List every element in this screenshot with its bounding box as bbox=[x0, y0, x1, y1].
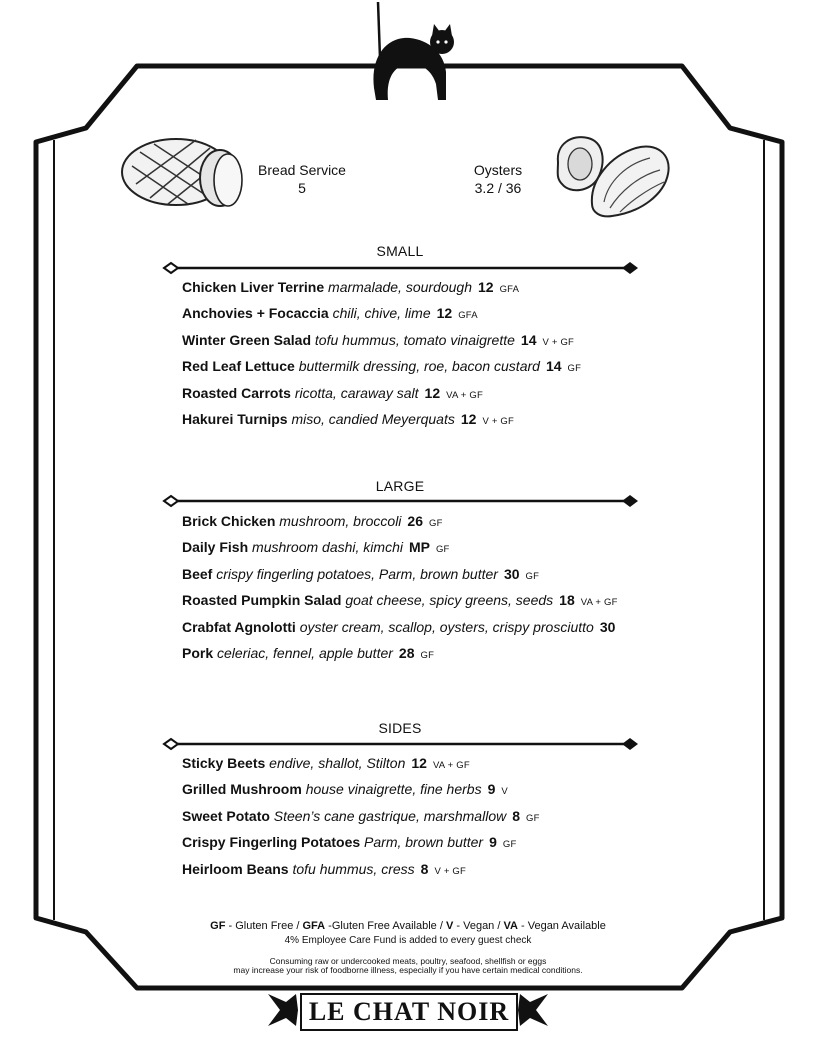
menu-item-price: 8 bbox=[420, 860, 429, 877]
menu-item bbox=[182, 384, 483, 405]
menu-item-price: 14 bbox=[545, 358, 562, 375]
oyster-icon bbox=[550, 132, 674, 218]
menu-item-price: 28 bbox=[398, 645, 415, 661]
menu-item-description: oyster cream, scallop, oysters, crispy prosciutto bbox=[299, 618, 594, 635]
menu-item-description: mushroom dashi, kimchi bbox=[252, 539, 403, 556]
menu-item-price: 26 bbox=[407, 513, 423, 529]
menu-item bbox=[182, 807, 540, 828]
menu-item-price: 14 bbox=[520, 331, 537, 348]
section-title-sides: SIDES bbox=[378, 720, 422, 736]
legend-va-code: VA bbox=[503, 920, 518, 932]
menu-item-diet-tag: VA + GF bbox=[446, 389, 483, 401]
legend-gf-code: GF bbox=[210, 920, 226, 932]
menu-item bbox=[182, 304, 478, 325]
feature-bread-service bbox=[246, 161, 358, 197]
disclaimer-line-1: Consuming raw or undercooked meats, poultry, seafood, shellfish or eggs bbox=[269, 956, 547, 966]
section-divider-large bbox=[162, 494, 640, 508]
menu-item-diet-tag: V + GF bbox=[542, 336, 575, 348]
menu-item-diet-tag: V bbox=[501, 786, 508, 798]
menu-item-name: Brick Chicken bbox=[182, 513, 276, 529]
menu-item-description: tofu hummus, tomato vinaigrette bbox=[314, 331, 515, 348]
menu-item-name: Roasted Pumpkin Salad bbox=[182, 592, 342, 609]
care-fund-note: 4% Employee Care Fund is added to every guest check bbox=[284, 935, 532, 946]
bread-loaf-icon bbox=[120, 132, 246, 212]
menu-item-price: 12 bbox=[460, 411, 477, 427]
legend-gf-text: - Gluten Free / bbox=[225, 920, 303, 932]
menu-item-diet-tag: VA + GF bbox=[580, 597, 618, 609]
menu-item bbox=[182, 780, 508, 801]
menu-item-price: 9 bbox=[487, 781, 496, 798]
menu-item-diet-tag: GF bbox=[526, 812, 540, 824]
menu-item-diet-tag: GF bbox=[435, 544, 450, 556]
menu-item-description: chili, chive, lime bbox=[332, 305, 431, 322]
menu-item bbox=[182, 357, 581, 378]
menu-item-name: Heirloom Beans bbox=[182, 860, 289, 877]
menu-item-price: 8 bbox=[512, 807, 521, 824]
legend-v-text: - Vegan / bbox=[453, 920, 504, 932]
section-divider-sides bbox=[162, 737, 640, 751]
brand-name: LE CHAT NOIR bbox=[300, 993, 518, 1031]
menu-item-description: celeriac, fennel, apple butter bbox=[217, 645, 393, 661]
menu-item bbox=[182, 618, 621, 639]
menu-item-description: crispy fingerling potatoes, Parm, brown butter bbox=[216, 565, 498, 582]
menu-item-name: Anchovies + Focaccia bbox=[182, 305, 329, 322]
menu-item bbox=[182, 512, 443, 533]
menu-item-name: Sweet Potato bbox=[182, 807, 270, 824]
menu-item-diet-tag: GF bbox=[502, 839, 517, 851]
menu-item-name: Beef bbox=[182, 565, 213, 582]
menu-item-name: Crispy Fingerling Potatoes bbox=[182, 834, 361, 851]
feature-bread-price: 5 bbox=[298, 180, 306, 196]
feature-oysters-name: Oysters bbox=[473, 162, 523, 178]
menu-item-name: Roasted Carrots bbox=[182, 384, 291, 401]
menu-item-name: Pork bbox=[182, 645, 214, 661]
menu-item-description: goat cheese, spicy greens, seeds bbox=[345, 592, 554, 609]
menu-item-name: Red Leaf Lettuce bbox=[182, 358, 295, 375]
feature-oysters-price: 3.2 / 36 bbox=[474, 180, 522, 196]
menu-item bbox=[182, 860, 466, 881]
menu-item-diet-tag: GF bbox=[567, 363, 582, 375]
feature-bread-name: Bread Service bbox=[258, 162, 346, 178]
feature-oysters bbox=[448, 161, 548, 197]
dietary-legend bbox=[0, 920, 816, 933]
menu-item-description: tofu hummus, cress bbox=[292, 860, 415, 877]
menu-item bbox=[182, 278, 519, 299]
section-title-large: LARGE bbox=[375, 478, 425, 494]
menu-item-name: Sticky Beets bbox=[182, 755, 266, 771]
menu-item bbox=[182, 754, 470, 775]
menu-item-name: Crabfat Agnolotti bbox=[182, 618, 296, 635]
menu-item-description: buttermilk dressing, roe, bacon custard bbox=[298, 358, 540, 375]
menu-item-diet-tag: GF bbox=[525, 570, 540, 582]
menu-item-name: Grilled Mushroom bbox=[182, 781, 302, 798]
menu-item bbox=[182, 538, 450, 559]
black-cat-icon bbox=[362, 0, 462, 112]
legend-gfa-text: -Gluten Free Available / bbox=[325, 920, 446, 932]
menu-item-description: Steen’s cane gastrique, marshmallow bbox=[273, 807, 507, 824]
menu-item-description: endive, shallot, Stilton bbox=[269, 755, 406, 771]
menu-item-diet-tag: VA + GF bbox=[432, 760, 470, 771]
menu-item-price: 18 bbox=[559, 592, 575, 609]
legend-v-code: V bbox=[445, 920, 454, 932]
menu-item-price: 9 bbox=[489, 834, 497, 851]
menu-item-price: 12 bbox=[436, 305, 453, 322]
section-divider-small bbox=[162, 261, 640, 275]
legend-gfa-code: GFA bbox=[302, 920, 326, 932]
menu-item-name: Chicken Liver Terrine bbox=[182, 279, 325, 295]
menu-item bbox=[182, 591, 618, 612]
menu-item-diet-tag: GF bbox=[429, 518, 443, 529]
menu-item-description: ricotta, caraway salt bbox=[294, 384, 419, 401]
menu-item-price: 12 bbox=[424, 384, 441, 401]
menu-item bbox=[182, 331, 574, 352]
menu-item-name: Daily Fish bbox=[182, 539, 249, 556]
section-title-small: SMALL bbox=[376, 243, 424, 259]
menu-item-price: 12 bbox=[478, 279, 494, 295]
menu-item-name: Hakurei Turnips bbox=[182, 411, 288, 427]
menu-item-name: Winter Green Salad bbox=[182, 331, 312, 348]
menu-item-diet-tag: V + GF bbox=[482, 416, 514, 427]
menu-item-price: 12 bbox=[411, 755, 427, 771]
menu-item bbox=[182, 833, 516, 854]
menu-item-description: house vinaigrette, fine herbs bbox=[305, 781, 482, 798]
menu-item-price: 30 bbox=[599, 618, 616, 635]
menu-item-diet-tag: GFA bbox=[458, 310, 478, 322]
menu-item-description: mushroom, broccoli bbox=[279, 513, 402, 529]
menu-item-description: Parm, brown butter bbox=[364, 834, 484, 851]
menu-item-diet-tag: GF bbox=[420, 650, 435, 661]
menu-item-price: 30 bbox=[503, 565, 520, 582]
menu-item bbox=[182, 410, 514, 431]
legend-va-text: - Vegan Available bbox=[517, 920, 606, 932]
menu-item bbox=[182, 644, 434, 665]
menu-item-description: marmalade, sourdough bbox=[328, 279, 473, 295]
menu-item-description: miso, candied Meyerquats bbox=[291, 411, 455, 427]
menu-item-diet-tag: GFA bbox=[499, 284, 520, 295]
menu-item-diet-tag: V + GF bbox=[434, 865, 466, 877]
menu-item-price: MP bbox=[408, 539, 430, 556]
disclaimer-line-2: may increase your risk of foodborne illness, especially if you have certain medical conditions. bbox=[233, 965, 583, 975]
menu-item bbox=[182, 565, 539, 586]
